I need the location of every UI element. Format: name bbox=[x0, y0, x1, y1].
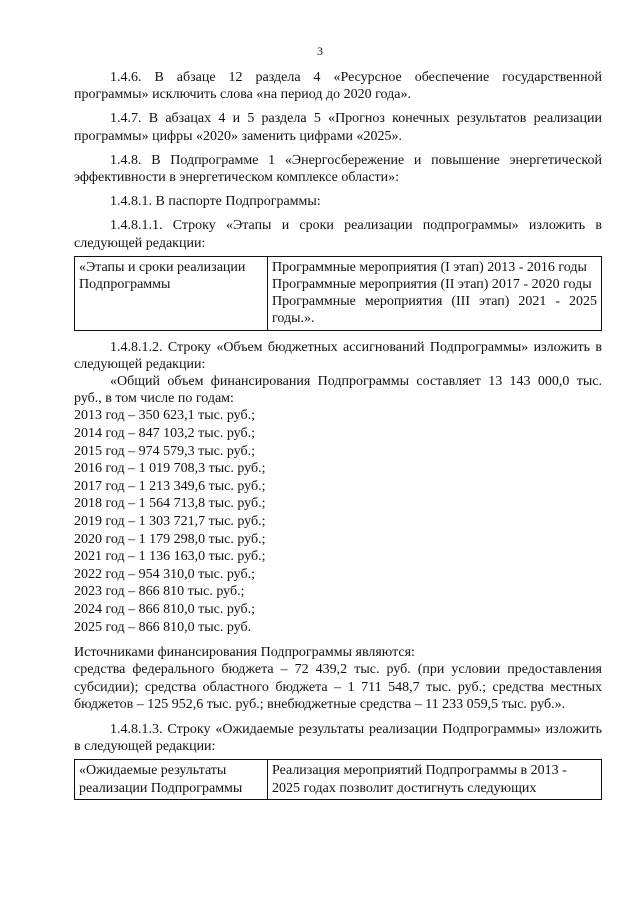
stage-3: Программные мероприятия (III этап) 2021 - 2025 годы.». bbox=[272, 294, 597, 327]
year-2022: 2022 год – 954 310,0 тыс. руб.; bbox=[74, 566, 255, 582]
item-1-4-8-1-3: 1.4.8.1.3. Строку «Ожидаемые результаты реализации Подпрограммы» изложить в следующей редакции: bbox=[74, 721, 602, 755]
document-body bbox=[74, 69, 602, 808]
stages-row bbox=[75, 256, 602, 330]
sources-text: средства федерального бюджета – 72 439,2 тыс. руб. (при условии предоставления субсидии); средства областного бюджета – 1 711 548,7 тыс. руб.; средства местных бюджетов – 125 952,6 тыс. руб.; внебюджетные средства – 11 233 059,5 тыс. руб.». bbox=[74, 662, 602, 712]
stage-2: Программные мероприятия (II этап) 2017 - 2020 годы bbox=[272, 277, 592, 293]
funding-by-year bbox=[74, 407, 602, 636]
year-2025: 2025 год – 866 810,0 тыс. руб. bbox=[74, 619, 252, 635]
item-1-4-7: 1.4.7. В абзацах 4 и 5 раздела 5 «Прогноз конечных результатов реализации программы» цифры «2020» заменить цифрами «2025». bbox=[74, 111, 602, 144]
year-2013: 2013 год – 350 623,1 тыс. руб.; bbox=[74, 408, 255, 424]
results-row bbox=[75, 760, 602, 799]
sources-heading: Источниками финансирования Подпрограммы являются: bbox=[74, 645, 415, 661]
item-1-4-8: 1.4.8. В Подпрограмме 1 «Энергосбережение и повышение энергетической эффективности в энергетическом комплексе области»: bbox=[74, 152, 602, 186]
year-2016: 2016 год – 1 019 708,3 тыс. руб.; bbox=[74, 461, 266, 477]
results-label: «Ожидаемые результаты реализации Подпрограммы bbox=[75, 760, 268, 799]
year-2023: 2023 год – 866 810 тыс. руб.; bbox=[74, 584, 245, 600]
results-value: Реализация мероприятий Подпрограммы в 2013 - 2025 годах позволит достигнуть следующих bbox=[268, 760, 602, 799]
results-table bbox=[74, 759, 602, 799]
year-2018: 2018 год – 1 564 713,8 тыс. руб.; bbox=[74, 496, 266, 512]
year-2019: 2019 год – 1 303 721,7 тыс. руб.; bbox=[74, 514, 266, 530]
year-2024: 2024 год – 866 810,0 тыс. руб.; bbox=[74, 601, 255, 617]
item-1-4-8-1-1: 1.4.8.1.1. Строку «Этапы и сроки реализации подпрограммы» изложить в следующей редакции: bbox=[74, 218, 602, 251]
item-1-4-8-1: 1.4.8.1. В паспорте Подпрограммы: bbox=[110, 194, 321, 210]
item-1-4-8-1-2: 1.4.8.1.2. Строку «Объем бюджетных ассигнований Подпрограммы» изложить в следующей редакции: bbox=[74, 339, 602, 372]
stages-table bbox=[74, 256, 602, 331]
stages-values bbox=[268, 256, 602, 330]
year-2017: 2017 год – 1 213 349,6 тыс. руб.; bbox=[74, 478, 266, 494]
page-number: 3 bbox=[317, 44, 323, 58]
stages-label: «Этапы и сроки реализации Подпрограммы bbox=[75, 256, 268, 330]
year-2020: 2020 год – 1 179 298,0 тыс. руб.; bbox=[74, 531, 266, 547]
year-2014: 2014 год – 847 103,2 тыс. руб.; bbox=[74, 426, 255, 442]
year-2015: 2015 год – 974 579,3 тыс. руб.; bbox=[74, 443, 255, 459]
item-1-4-6: 1.4.6. В абзаце 12 раздела 4 «Ресурсное обеспечение государственной программы» исключить слова «на период до 2020 года». bbox=[74, 70, 602, 103]
funding-total: «Общий объем финансирования Подпрограммы составляет 13 143 000,0 тыс. руб., в том числе по годам: bbox=[74, 374, 602, 407]
stage-1: Программные мероприятия (I этап) 2013 - 2016 годы bbox=[272, 259, 587, 275]
year-2021: 2021 год – 1 136 163,0 тыс. руб.; bbox=[74, 549, 266, 565]
